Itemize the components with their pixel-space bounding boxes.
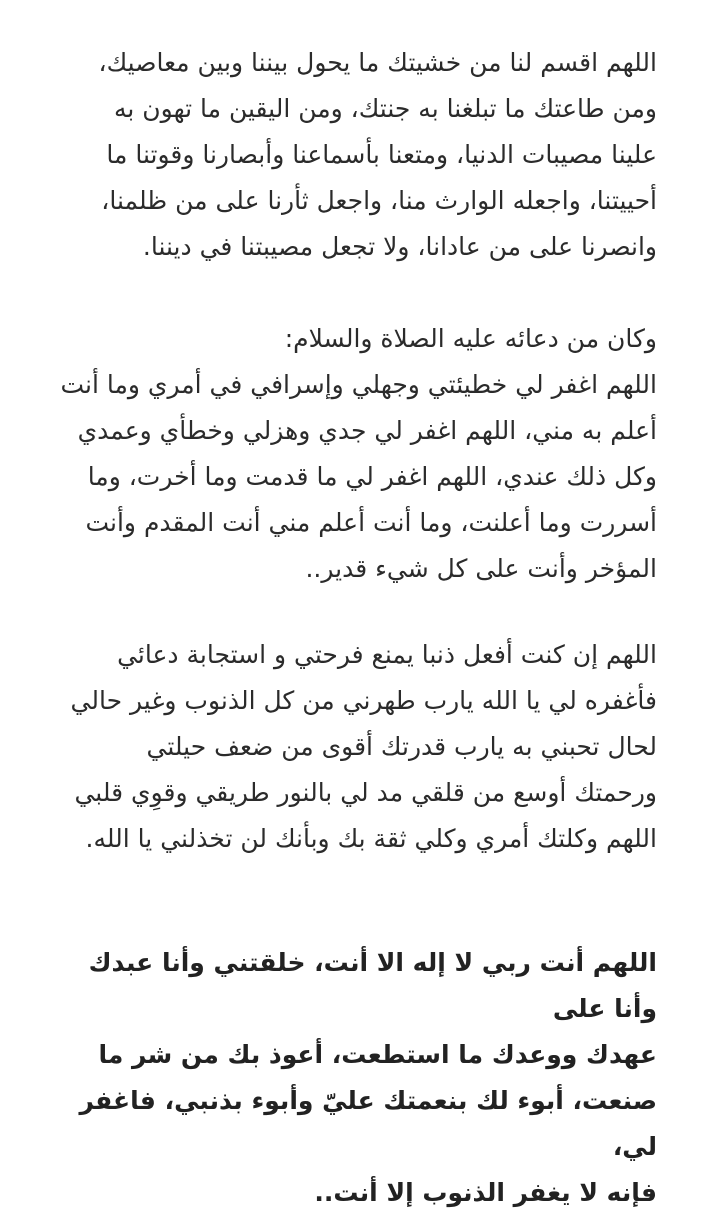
paragraph-spacer [48,270,657,316]
dua-paragraph-2: وكان من دعائه عليه الصلاة والسلام: اللهم اغفر لي خطيئتي وجهلي وإسرافي في أمري وما أنت أعلم به مني، اللهم اغفر لي جدي وهزلي وخطأي وعمدي وكل ذلك عندي، اللهم اغفر لي ما قدمت وما أخرت، وما أسررت وما أعلنت، وما أنت أعلم مني أنت المقدم وأنت المؤخر وأنت على كل شيء قدير.. [60,324,657,583]
dua-paragraph-3: اللهم إن كنت أفعل ذنبا يمنع فرحتي و استجابة دعائي فأغفره لي يا الله يارب طهرني من كل الذنوب وغير حالي لحال تحبني به يارب قدرتك أقوى من ضعف حيلتي ورحمتك أوسع من قلقي مد لي بالنور طريقي وقوِي قلبي اللهم وكلتك أمري وكلي ثقة بك وبأنك لن تخذلني يا الله. [70,640,657,853]
dua-paragraph-4-bold: اللهم أنت ربي لا إله الا أنت، خلقتني وأنا عبدك وأنا على عهدك ووعدك ما استطعت، أعوذ بك من شر ما صنعت، أبوء لك بنعمتك عليّ وأبوء بذنبي، فاغفر لي، فإنه لا يغفر الذنوب إلا أنت.. [79,948,657,1207]
paragraph-spacer [48,592,657,632]
dua-paragraph-1: اللهم اقسم لنا من خشيتك ما يحول بيننا وبين معاصيك، ومن طاعتك ما تبلغنا به جنتك، ومن اليقين ما تهون به علينا مصيبات الدنيا، ومتعنا بأسماعنا وأبصارنا وقوتنا ما أحييتنا، واجعله الوارث منا، واجعل ثأرنا على من ظلمنا، وانصرنا على من عادانا، ولا تجعل مصيبتنا في ديننا. [98,48,657,261]
paragraph-spacer [48,862,657,940]
document-page [48,40,657,1216]
